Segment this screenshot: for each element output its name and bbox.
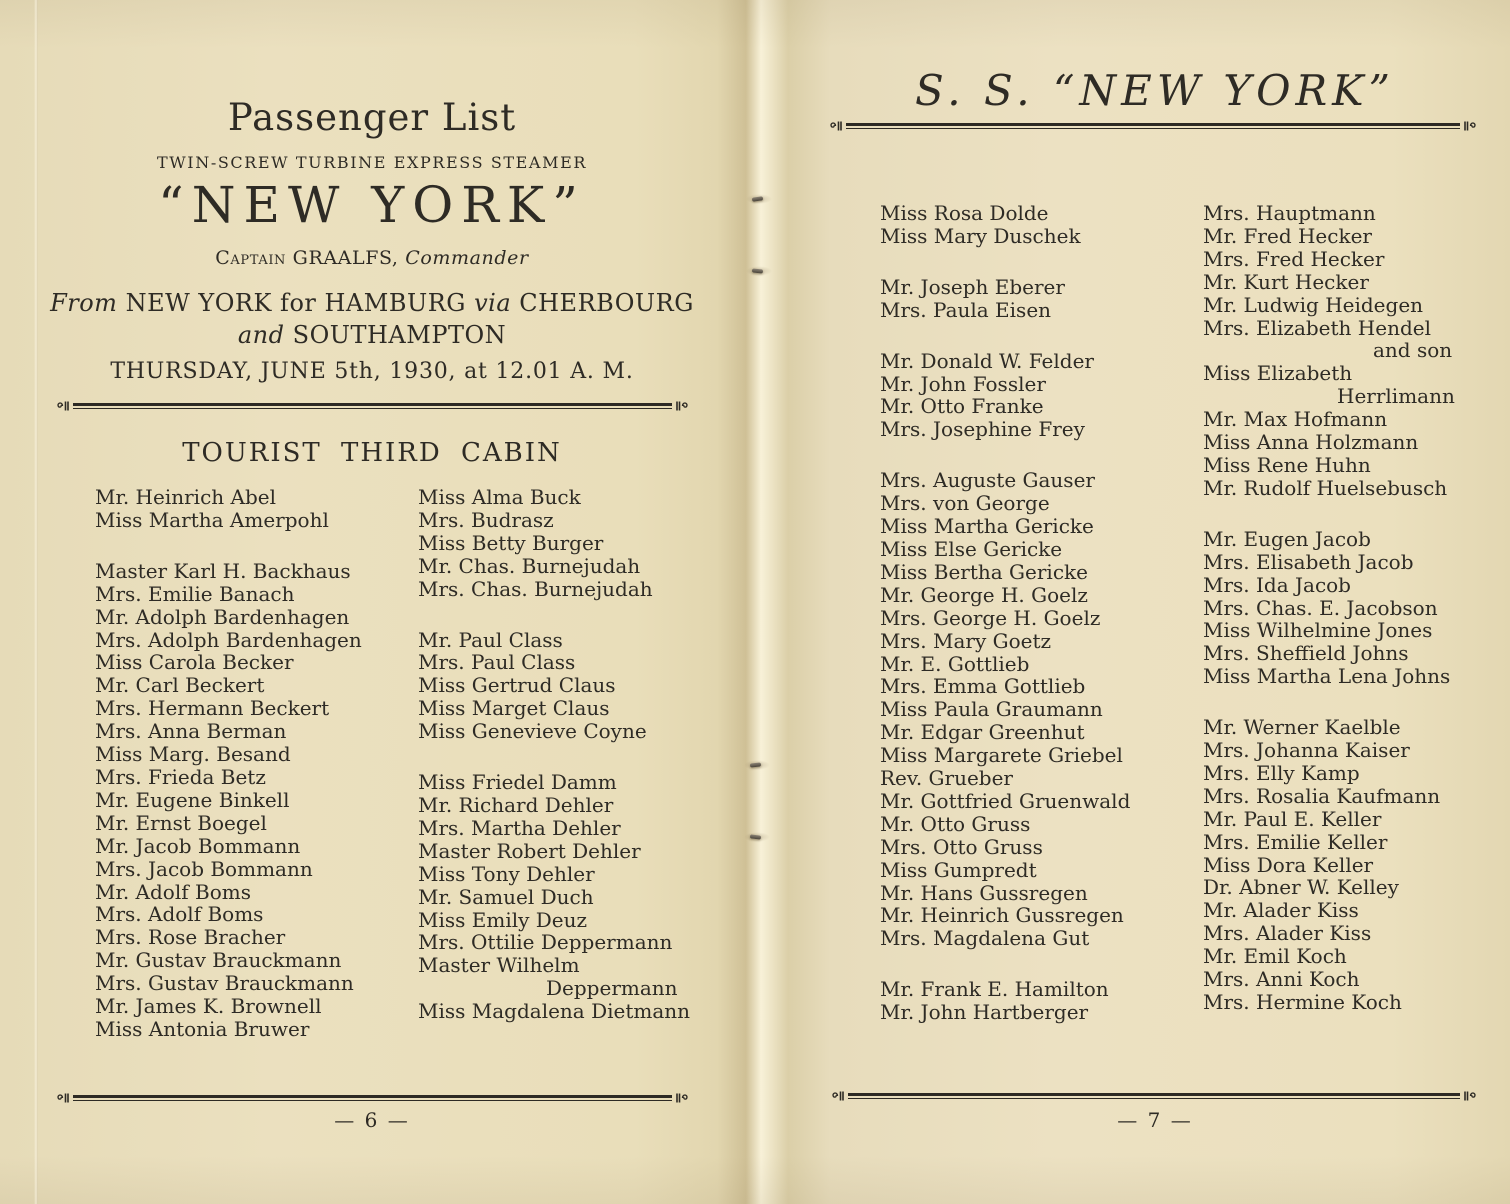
passenger-column [95, 486, 417, 1069]
passenger-group [880, 978, 1210, 1024]
passenger-name: Mrs. Fred Hecker [1203, 246, 1385, 271]
route-segment-1: NEW YORK for HAMBURG [125, 289, 466, 317]
passenger-name: Mrs. Mary Goetz [880, 628, 1052, 653]
passenger-name: Miss Friedel Damm [418, 770, 617, 795]
passenger-name: Mr. Carl Beckert [95, 673, 265, 698]
ornamental-rule [55, 400, 690, 412]
route-segment-2: CHERBOURG [519, 289, 694, 317]
passenger-name: Mr. Chas. Burnejudah [418, 553, 641, 578]
passenger-name: Mr. Paul E. Keller [1203, 806, 1382, 831]
passenger-name: Mrs. Sheffield Johns [1203, 641, 1409, 666]
passenger-name: Mr. George H. Goelz [880, 582, 1088, 607]
passenger-name: Mr. Paul Class [418, 627, 563, 652]
passenger-group [1203, 202, 1503, 500]
passenger-name: Miss Betty Burger [418, 530, 604, 555]
passenger-name: Mrs. Paula Eisen [880, 297, 1052, 322]
passenger-name: Rev. Grueber [880, 766, 1013, 791]
passenger-name: Miss Gertrud Claus [418, 673, 616, 698]
captain-line [22, 247, 722, 269]
passenger-name: Miss Emily Deuz [418, 907, 588, 932]
ship-name: “NEW YORK” [158, 176, 586, 234]
passenger-name: Mrs. Adolph Bardenhagen [95, 627, 362, 652]
passenger-name: Mrs. Elisabeth Jacob [1203, 549, 1414, 574]
rule-scroll-ornament-icon [1460, 1090, 1478, 1102]
passenger-name: Miss Bertha Gericke [880, 559, 1088, 584]
rule-scroll-ornament-icon [672, 400, 690, 412]
passenger-name: Miss Rosa Dolde [880, 201, 1049, 225]
rule-bar [73, 403, 672, 409]
passenger-name: Miss Martha Amerpohl [95, 507, 329, 532]
passenger-name: Mrs. Otto Gruss [880, 834, 1043, 859]
passenger-name: Mrs. Elizabeth Hendel [1203, 315, 1431, 340]
route-line-2 [22, 321, 722, 349]
passenger-name: Master Wilhelm [418, 953, 580, 978]
passenger-name: Mr. Adolf Boms [95, 879, 251, 904]
passenger-name: Mr. Jacob Bommann [95, 833, 301, 858]
passenger-name: Miss Tony Dehler [418, 861, 595, 886]
passenger-name: Miss Elizabeth [1203, 361, 1353, 386]
passenger-name: Mrs. Alader Kiss [1203, 921, 1372, 946]
passenger-group [418, 486, 728, 601]
passenger-name: Mr. Ludwig Heidegen [1203, 292, 1424, 317]
passenger-name: Miss Magdalena Dietmann [418, 999, 691, 1024]
passenger-group [95, 560, 417, 1041]
passenger-name: Mr. Hans Gussregen [880, 880, 1088, 905]
route-segment-3: SOUTHAMPTON [292, 321, 507, 349]
passenger-name: Miss Dora Keller [1203, 852, 1374, 877]
passenger-name: Mrs. Chas. E. Jacobson [1203, 595, 1438, 620]
passenger-name: Mrs. Hauptmann [1203, 201, 1376, 225]
passenger-name: Master Robert Dehler [418, 838, 641, 863]
passenger-group [1203, 528, 1503, 688]
passenger-name: Mr. Fred Hecker [1203, 223, 1372, 248]
passenger-name: Mrs. Paul Class [418, 650, 576, 675]
page-number-left: — 6 — [334, 1108, 410, 1132]
passenger-name: Mrs. Adolf Boms [95, 902, 264, 927]
passenger-name: Mrs. Ida Jacob [1203, 572, 1351, 597]
captain-title: Commander [405, 247, 529, 269]
passenger-name: Mr. Rudolf Huelsebusch [1203, 475, 1448, 500]
passenger-name: Mr. Edgar Greenhut [880, 720, 1085, 745]
section-heading: TOURIST THIRD CABIN [182, 438, 562, 468]
passenger-name: Miss Genevieve Coyne [418, 719, 647, 744]
passenger-name: Miss Carola Becker [95, 650, 294, 675]
passenger-column [418, 486, 728, 1051]
passenger-name: Miss Mary Duschek [880, 223, 1081, 248]
passenger-name: Mr. Max Hofmann [1203, 407, 1388, 432]
passenger-name: Mr. Heinrich Abel [95, 485, 276, 509]
passenger-name: Mrs. Emilie Banach [95, 581, 295, 606]
passenger-name: Miss Else Gericke [880, 536, 1063, 561]
passenger-name: Mr. Eugene Binkell [95, 787, 290, 812]
passenger-name: Mr. Samuel Duch [418, 884, 594, 909]
passenger-name: Mr. Gottfried Gruenwald [880, 788, 1131, 813]
passenger-name: Mr. Otto Franke [880, 394, 1044, 419]
passenger-column [880, 202, 1210, 1052]
passenger-name: Mr. E. Gottlieb [880, 651, 1030, 676]
rule-scroll-ornament-icon [828, 120, 846, 132]
rule-scroll-ornament-icon [55, 400, 73, 412]
passenger-group [880, 276, 1210, 322]
passenger-name: Mrs. Rose Bracher [95, 925, 286, 950]
passenger-group [1203, 716, 1503, 1014]
passenger-name: Mrs. Elly Kamp [1203, 760, 1360, 785]
passenger-name: Mrs. Jacob Bommann [95, 856, 313, 881]
rule-bar [846, 123, 1460, 129]
passenger-name: Mrs. Budrasz [418, 507, 554, 532]
passenger-group [95, 486, 417, 532]
passenger-name: Miss Anna Holzmann [1203, 430, 1419, 455]
route-line-1 [22, 289, 722, 317]
passenger-name: Mrs. Emilie Keller [1203, 829, 1388, 854]
passenger-name: Mrs. Ottilie Deppermann [418, 930, 673, 955]
route-from-word: From [50, 289, 118, 317]
passenger-name: Mrs. Johanna Kaiser [1203, 738, 1410, 763]
passenger-name: Deppermann [546, 976, 678, 1001]
passenger-name: Miss Martha Gericke [880, 514, 1094, 539]
ornamental-rule [55, 1092, 690, 1104]
ornamental-rule [828, 120, 1478, 132]
passenger-name: Mrs. Martha Dehler [418, 815, 621, 840]
passenger-name: Mrs. Frieda Betz [95, 764, 266, 789]
passenger-name: Mrs. Anna Berman [95, 719, 287, 744]
passenger-group [418, 629, 728, 744]
passenger-group [880, 202, 1210, 248]
passenger-group [880, 469, 1210, 950]
passenger-name: Mr. John Hartberger [880, 1000, 1089, 1025]
passenger-name: Mrs. George H. Goelz [880, 605, 1101, 630]
passenger-name: Miss Alma Buck [418, 485, 581, 509]
route-via-word: via [474, 289, 512, 317]
page-title: Passenger List [227, 96, 517, 139]
passenger-name: Miss Marget Claus [418, 696, 610, 721]
passenger-name: Miss Martha Lena Johns [1203, 664, 1451, 689]
passenger-name: Mrs. Anni Koch [1203, 967, 1360, 992]
passenger-column [1203, 202, 1503, 1042]
passenger-name: Mrs. Emma Gottlieb [880, 674, 1086, 699]
passenger-name: Mr. Heinrich Gussregen [880, 903, 1124, 928]
passenger-name: Mr. Gustav Brauckmann [95, 948, 342, 973]
passenger-name: Mr. Eugen Jacob [1203, 526, 1371, 551]
passenger-name: Mr. Werner Kaelble [1203, 715, 1401, 740]
passenger-name: Mr. Alader Kiss [1203, 898, 1359, 923]
passenger-name: Master Karl H. Backhaus [95, 558, 351, 583]
passenger-name: Mr. Otto Gruss [880, 811, 1031, 836]
passenger-name: Mr. Adolph Bardenhagen [95, 604, 350, 629]
captain-name: Captain GRAALFS, [215, 247, 399, 269]
passenger-name: Miss Wilhelmine Jones [1203, 618, 1433, 643]
rule-bar [73, 1095, 672, 1101]
passenger-name: Mr. Emil Koch [1203, 944, 1347, 969]
passenger-name: Mrs. Auguste Gauser [880, 468, 1095, 493]
passenger-name: and son [1373, 338, 1453, 363]
passenger-name: Mr. James K. Brownell [95, 994, 322, 1019]
passenger-group [880, 350, 1210, 442]
passenger-name: Mrs. Gustav Brauckmann [95, 971, 354, 996]
rule-scroll-ornament-icon [55, 1092, 73, 1104]
passenger-name: Mrs. von George [880, 491, 1050, 516]
passenger-name: Miss Gumpredt [880, 857, 1037, 882]
passenger-name: Dr. Abner W. Kelley [1203, 875, 1399, 900]
rule-scroll-ornament-icon [672, 1092, 690, 1104]
route-and-word: and [237, 321, 285, 349]
passenger-name: Mr. Richard Dehler [418, 792, 614, 817]
passenger-group [418, 771, 728, 1023]
sailing-date: THURSDAY, JUNE 5th, 1930, at 12.01 A. M. [110, 359, 634, 384]
passenger-name: Miss Paula Graumann [880, 697, 1103, 722]
rule-bar [848, 1093, 1460, 1099]
steamer-type-line: TWIN-SCREW TURBINE EXPRESS STEAMER [156, 153, 588, 172]
passenger-name: Mr. Kurt Hecker [1203, 269, 1369, 294]
passenger-name: Mr. Ernst Boegel [95, 810, 267, 835]
passenger-name: Mr. John Fossler [880, 371, 1046, 396]
passenger-name: Mrs. Magdalena Gut [880, 926, 1090, 951]
ornamental-rule [830, 1090, 1478, 1102]
rule-scroll-ornament-icon [830, 1090, 848, 1102]
passenger-name: Miss Rene Huhn [1203, 452, 1371, 477]
passenger-name: Miss Antonia Bruwer [95, 1016, 310, 1041]
passenger-name: Mr. Frank E. Hamilton [880, 977, 1109, 1002]
rule-scroll-ornament-icon [1460, 120, 1478, 132]
passenger-name: Mr. Donald W. Felder [880, 348, 1094, 373]
passenger-name: Mrs. Hermann Beckert [95, 696, 330, 721]
passenger-name: Mrs. Hermine Koch [1203, 990, 1402, 1014]
passenger-name: Mrs. Josephine Frey [880, 417, 1085, 442]
passenger-name: Miss Marg. Besand [95, 742, 291, 767]
passenger-name: Herrlimann [1337, 384, 1455, 409]
passenger-name: Mrs. Rosalia Kaufmann [1203, 783, 1441, 808]
passenger-name: Miss Margarete Griebel [880, 743, 1123, 768]
passenger-name: Mrs. Chas. Burnejudah [418, 576, 653, 601]
running-head-ship-name: S. S. “NEW YORK” [915, 66, 1395, 115]
page-number-right: — 7 — [1117, 1108, 1193, 1132]
passenger-name: Mr. Joseph Eberer [880, 274, 1065, 299]
